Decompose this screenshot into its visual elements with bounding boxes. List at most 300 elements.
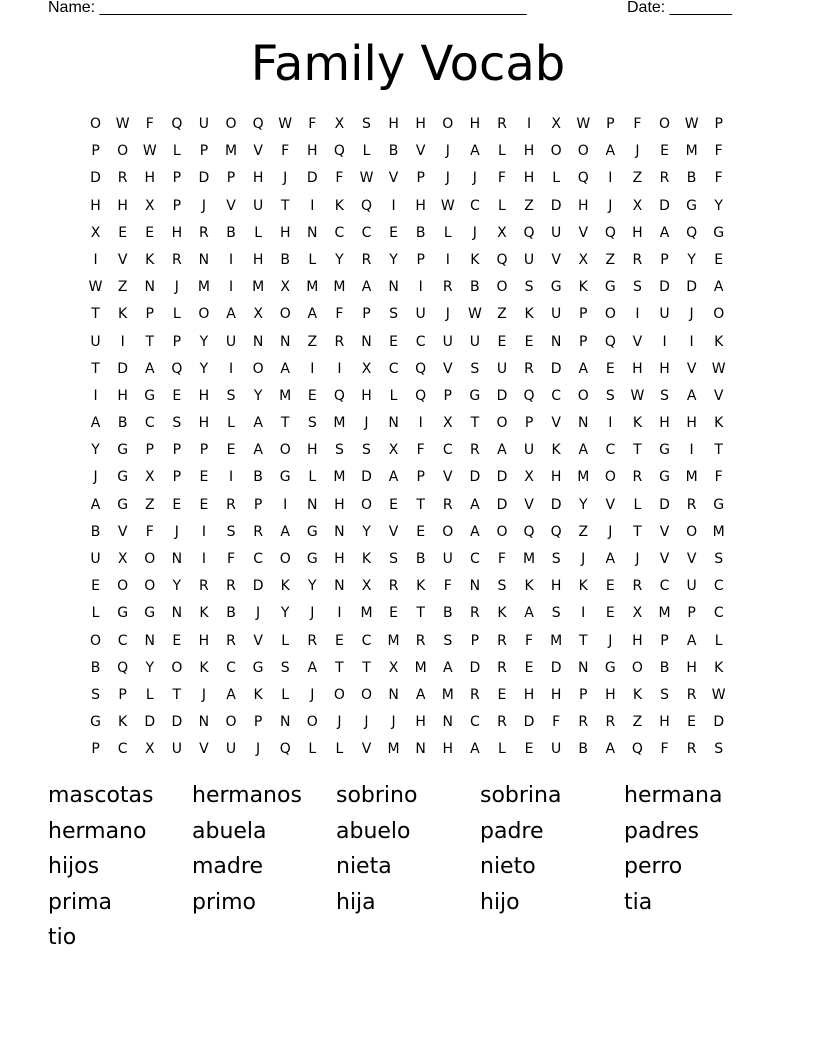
grid-letter: X (361, 578, 372, 595)
grid-letter: D (659, 197, 670, 214)
grid-letter: A (226, 686, 236, 703)
grid-letter: H (632, 360, 643, 377)
grid-letter: E (524, 741, 534, 758)
grid-letter: V (117, 251, 128, 268)
grid-letter: O (252, 360, 264, 377)
grid-letter: O (686, 523, 698, 540)
grid-letter: P (118, 686, 127, 703)
grid-letter: O (279, 442, 291, 459)
grid-letter: H (550, 578, 562, 595)
grid-letter: G (117, 469, 129, 486)
grid-letter: Q (604, 224, 616, 241)
grid-letter: M (414, 659, 427, 676)
grid-letter: E (199, 469, 209, 486)
grid-letter: E (497, 333, 507, 350)
grid-letter: F (335, 170, 344, 187)
grid-letter: O (550, 143, 562, 160)
grid-letter: R (686, 741, 697, 758)
grid-letter: C (469, 197, 480, 214)
grid-letter: D (550, 360, 562, 377)
grid-letter: X (388, 442, 399, 459)
grid-letter: O (713, 306, 725, 323)
grid-letter: G (306, 523, 318, 540)
grid-letter: V (442, 360, 453, 377)
grid-letter: C (469, 551, 480, 567)
grid-letter: B (578, 741, 589, 758)
grid-letter: M (577, 469, 590, 486)
grid-letter: C (551, 387, 562, 404)
grid-letter: X (90, 224, 101, 241)
grid-letter: H (198, 387, 210, 404)
grid-letter: N (388, 415, 399, 432)
grid-letter: R (226, 632, 236, 649)
grid-letter: G (144, 605, 156, 622)
grid-letter: W (630, 387, 645, 404)
grid-letter: H (550, 686, 562, 703)
grid-letter: L (172, 306, 181, 323)
grid-letter: H (659, 360, 670, 377)
grid-letter: F (497, 170, 506, 187)
grid-letter: J (364, 714, 369, 731)
grid-letter: E (389, 605, 398, 622)
grid-letter: Q (523, 523, 535, 540)
grid-letter: Y (199, 333, 209, 350)
grid-letter: P (524, 415, 534, 432)
grid-letter: V (686, 551, 697, 567)
grid-letter: U (442, 333, 453, 350)
grid-letter: I (689, 333, 694, 350)
grid-letter: X (524, 469, 534, 486)
grid-letter: F (714, 170, 723, 187)
grid-letter: C (144, 415, 155, 432)
grid-letter: X (578, 251, 589, 268)
grid-letter: H (415, 714, 426, 731)
grid-letter: D (550, 496, 562, 513)
grid-letter: S (389, 306, 399, 323)
grid-letter: C (226, 659, 236, 676)
grid-letter: W (711, 360, 726, 377)
grid-letter: I (228, 279, 234, 296)
grid-letter: R (226, 578, 236, 595)
grid-letter: S (91, 686, 100, 703)
grid-letter: H (415, 116, 426, 132)
grid-letter: Q (415, 387, 427, 404)
grid-letter: R (469, 442, 480, 459)
grid-letter: X (632, 197, 643, 214)
grid-letter: R (388, 578, 399, 595)
grid-letter: S (226, 387, 236, 404)
grid-letter: H (144, 170, 155, 187)
grid-letter: T (633, 442, 642, 459)
grid-letter: Y (335, 251, 344, 268)
grid-letter: C (388, 360, 399, 377)
grid-letter: P (362, 306, 371, 323)
grid-letter: E (389, 333, 398, 350)
grid-letter: G (306, 551, 318, 567)
grid-letter: D (496, 387, 508, 404)
grid-letter: O (279, 551, 291, 567)
grid-letter: Q (415, 360, 427, 377)
grid-letter: E (605, 605, 615, 622)
grid-letter: M (333, 415, 346, 432)
grid-letter: M (333, 469, 346, 486)
grid-letter: X (144, 741, 155, 758)
grid-letter: M (685, 143, 698, 160)
grid-letter: O (659, 116, 671, 132)
grid-letter: O (604, 306, 616, 323)
grid-letter: L (281, 686, 290, 703)
grid-letter: L (498, 741, 506, 758)
word-bank-item: hermanos (192, 783, 302, 808)
grid-letter: N (198, 251, 210, 268)
word-bank-item: nieta (336, 854, 392, 880)
grid-letter: O (225, 714, 237, 731)
grid-letter: D (90, 170, 101, 187)
grid-letter: B (117, 415, 128, 432)
grid-letter: L (172, 143, 181, 160)
grid-letter: P (606, 116, 615, 132)
grid-letter: S (307, 415, 317, 432)
grid-letter: X (253, 306, 263, 323)
grid-letter: S (362, 116, 371, 132)
grid-letter: X (497, 224, 507, 241)
grid-letter: M (712, 523, 725, 540)
grid-letter: I (526, 116, 532, 132)
grid-letter: X (144, 197, 155, 214)
grid-letter: S (524, 279, 534, 296)
grid-letter: O (198, 306, 210, 323)
grid-letter: D (659, 496, 670, 513)
grid-letter: J (310, 686, 315, 703)
grid-letter: D (550, 659, 562, 676)
grid-letter: U (686, 578, 697, 595)
grid-letter: M (252, 279, 265, 296)
grid-letter: D (659, 279, 670, 296)
word-bank-item: hermana (624, 783, 723, 808)
grid-letter: V (253, 632, 263, 649)
grid-letter: V (442, 469, 453, 486)
grid-letter: S (389, 551, 399, 567)
grid-letter: A (361, 279, 372, 296)
grid-letter: X (117, 551, 128, 567)
grid-letter: Y (308, 578, 317, 595)
grid-letter: Z (524, 197, 534, 214)
grid-letter: E (172, 632, 182, 649)
word-bank-item: hermano (48, 818, 147, 844)
grid-letter: F (416, 442, 425, 459)
word-bank-item: nieto (480, 854, 536, 880)
grid-letter: E (497, 686, 507, 703)
grid-letter: J (256, 605, 261, 622)
grid-letter: N (334, 578, 345, 595)
grid-letter: P (579, 333, 588, 350)
grid-letter: O (171, 659, 183, 676)
grid-letter: R (632, 251, 643, 268)
grid-letter: W (684, 116, 699, 132)
grid-letter: F (226, 551, 236, 567)
grid-letter: J (283, 170, 288, 187)
word-bank-item: perro (624, 854, 683, 880)
grid-letter: C (713, 578, 724, 595)
grid-letter: Y (362, 523, 371, 540)
grid-letter: H (388, 116, 399, 132)
grid-letter: I (445, 251, 450, 268)
grid-letter: Y (578, 496, 588, 513)
grid-letter: A (470, 741, 480, 758)
grid-letter: A (307, 306, 318, 323)
grid-letter: K (280, 578, 290, 595)
grid-letter: C (415, 333, 426, 350)
grid-letter: N (198, 714, 210, 731)
grid-letter: E (307, 387, 317, 404)
grid-letter: G (713, 224, 725, 241)
grid-letter: U (442, 551, 453, 567)
grid-letter: W (576, 116, 591, 132)
grid-letter: H (632, 224, 643, 241)
grid-letter: A (524, 605, 534, 622)
date-field: Date: _______ (627, 0, 732, 16)
grid-letter: O (442, 523, 454, 540)
grid-letter: D (252, 578, 264, 595)
grid-letter: L (308, 741, 317, 758)
grid-letter: A (605, 741, 616, 758)
grid-letter: K (714, 333, 724, 350)
grid-letter: B (90, 659, 101, 676)
word-bank-item: abuelo (336, 818, 411, 844)
grid-letter: X (144, 469, 155, 486)
name-field: Name: ________________________________________________ (48, 0, 527, 16)
grid-letter: L (389, 387, 398, 404)
grid-letter: Q (171, 360, 183, 377)
grid-letter: P (172, 442, 182, 459)
grid-letter: K (632, 415, 643, 432)
grid-letter: F (633, 116, 642, 132)
grid-letter: R (578, 714, 589, 731)
grid-letter: L (145, 686, 154, 703)
grid-letter: M (197, 279, 210, 296)
grid-letter: D (496, 496, 508, 513)
grid-letter: O (117, 578, 129, 595)
grid-letter: P (172, 197, 182, 214)
grid-letter: J (256, 741, 261, 758)
grid-letter: L (633, 496, 642, 513)
grid-letter: M (279, 387, 292, 404)
grid-letter: S (632, 279, 642, 296)
grid-letter: D (198, 170, 210, 187)
grid-letter: V (361, 741, 372, 758)
grid-letter: A (470, 143, 480, 160)
grid-letter: H (334, 551, 345, 567)
grid-letter: Q (360, 197, 372, 214)
grid-letter: I (418, 279, 423, 296)
grid-letter: A (388, 469, 399, 486)
grid-letter: R (659, 170, 670, 187)
grid-letter: M (523, 551, 536, 567)
grid-letter: J (635, 551, 640, 567)
grid-letter: V (686, 360, 697, 377)
grid-letter: H (117, 387, 128, 404)
grid-letter: E (389, 224, 398, 241)
grid-letter: J (445, 306, 450, 323)
grid-letter: N (144, 279, 155, 296)
grid-letter: W (359, 170, 374, 187)
grid-letter: T (91, 306, 100, 323)
grid-letter: J (174, 523, 179, 540)
grid-letter: D (171, 714, 183, 731)
word-bank-item: hija (336, 889, 376, 915)
grid-letter: G (117, 442, 129, 459)
grid-letter: L (498, 197, 506, 214)
grid-letter: A (307, 659, 318, 676)
word-bank-item: prima (48, 889, 113, 915)
grid-letter: Z (307, 333, 318, 350)
grid-letter: M (550, 632, 563, 649)
grid-letter: V (659, 523, 670, 540)
grid-letter: B (415, 224, 426, 241)
grid-letter: H (307, 143, 318, 160)
grid-letter: O (117, 143, 129, 160)
grid-letter: U (551, 224, 562, 241)
grid-letter: C (253, 551, 263, 567)
grid-letter: S (443, 632, 453, 649)
grid-letter: L (443, 224, 452, 241)
grid-letter: O (496, 415, 508, 432)
grid-letter: H (523, 143, 535, 160)
grid-letter: T (335, 659, 344, 676)
grid-letter: W (115, 116, 130, 132)
grid-letter: P (660, 251, 669, 268)
grid-letter: L (552, 170, 561, 187)
grid-letter: U (90, 333, 101, 350)
grid-letter: P (172, 170, 182, 187)
grid-letter: A (253, 415, 263, 432)
grid-letter: R (686, 686, 697, 703)
grid-letter: A (253, 442, 263, 459)
grid-letter: L (91, 605, 100, 622)
grid-letter: I (391, 197, 396, 214)
grid-letter: M (224, 143, 238, 160)
grid-letter: Q (550, 523, 562, 540)
grid-letter: A (470, 496, 480, 513)
grid-letter: B (226, 224, 236, 241)
grid-letter: Q (252, 116, 264, 132)
grid-letter: X (632, 605, 643, 622)
grid-letter: E (416, 523, 426, 540)
grid-letter: E (687, 714, 697, 731)
grid-letter: O (577, 143, 589, 160)
grid-letter: S (714, 741, 724, 758)
grid-letter: K (118, 306, 128, 323)
grid-letter: G (713, 496, 725, 513)
grid-letter: N (252, 333, 264, 350)
grid-letter: O (496, 279, 508, 296)
grid-letter: V (415, 143, 426, 160)
grid-letter: V (253, 143, 263, 160)
grid-letter: K (551, 442, 561, 459)
grid-letter: A (90, 496, 101, 513)
grid-letter: T (578, 632, 588, 649)
grid-letter: N (577, 415, 589, 432)
grid-letter: S (362, 442, 371, 459)
grid-letter: F (714, 143, 723, 160)
grid-letter: J (337, 714, 342, 731)
grid-letter: A (497, 442, 507, 459)
grid-letter: Q (604, 333, 616, 350)
grid-letter: V (713, 387, 724, 404)
grid-letter: L (308, 251, 317, 268)
grid-letter: J (472, 170, 477, 187)
grid-letter: T (280, 415, 290, 432)
grid-letter: H (90, 197, 101, 214)
grid-letter: V (605, 496, 616, 513)
grid-letter: H (523, 686, 535, 703)
grid-letter: W (711, 686, 726, 703)
grid-letter: D (469, 659, 481, 676)
grid-letter: H (550, 469, 562, 486)
grid-letter: L (227, 415, 235, 432)
grid-letter: K (497, 605, 507, 622)
grid-letter: F (497, 551, 506, 567)
grid-letter: Y (714, 197, 723, 214)
grid-letter: N (171, 551, 183, 567)
grid-letter: A (686, 387, 697, 404)
grid-letter: S (551, 605, 561, 622)
grid-letter: P (253, 496, 263, 513)
grid-letter: Z (578, 523, 589, 540)
grid-letter: M (333, 279, 346, 296)
grid-letter: A (686, 632, 697, 649)
grid-letter: P (172, 333, 182, 350)
grid-letter: W (467, 306, 482, 323)
grid-letter: O (360, 496, 372, 513)
grid-letter: J (201, 686, 206, 703)
page-title: Family Vocab (250, 36, 566, 92)
grid-letter: S (226, 523, 236, 540)
grid-letter: Q (523, 387, 535, 404)
grid-letter: Q (496, 251, 508, 268)
grid-letter: J (445, 170, 450, 187)
grid-letter: Y (687, 251, 696, 268)
grid-letter: O (144, 551, 156, 567)
grid-letter: V (117, 523, 128, 540)
grid-letter: F (525, 632, 534, 649)
grid-letter: J (364, 415, 369, 432)
grid-letter: R (253, 523, 263, 540)
grid-letter: C (334, 224, 345, 241)
grid-letter: R (497, 714, 507, 731)
grid-letter: A (605, 551, 616, 567)
grid-letter: D (713, 714, 725, 731)
grid-letter: O (496, 523, 508, 540)
grid-letter: V (551, 415, 561, 432)
grid-letter: S (497, 578, 507, 595)
grid-letter: N (361, 333, 372, 350)
grid-letter: Q (117, 659, 129, 676)
grid-letter: M (306, 279, 319, 296)
grid-letter: R (497, 632, 507, 649)
grid-letter: I (228, 251, 234, 268)
grid-letter: B (253, 469, 263, 486)
grid-letter: P (199, 442, 209, 459)
grid-letter: K (714, 415, 724, 432)
grid-letter: E (226, 442, 236, 459)
grid-letter: Y (91, 442, 100, 459)
grid-letter: R (199, 578, 209, 595)
grid-letter: D (306, 170, 318, 187)
grid-letter: G (279, 469, 291, 486)
grid-letter: H (198, 415, 210, 432)
grid-letter: M (658, 605, 671, 622)
